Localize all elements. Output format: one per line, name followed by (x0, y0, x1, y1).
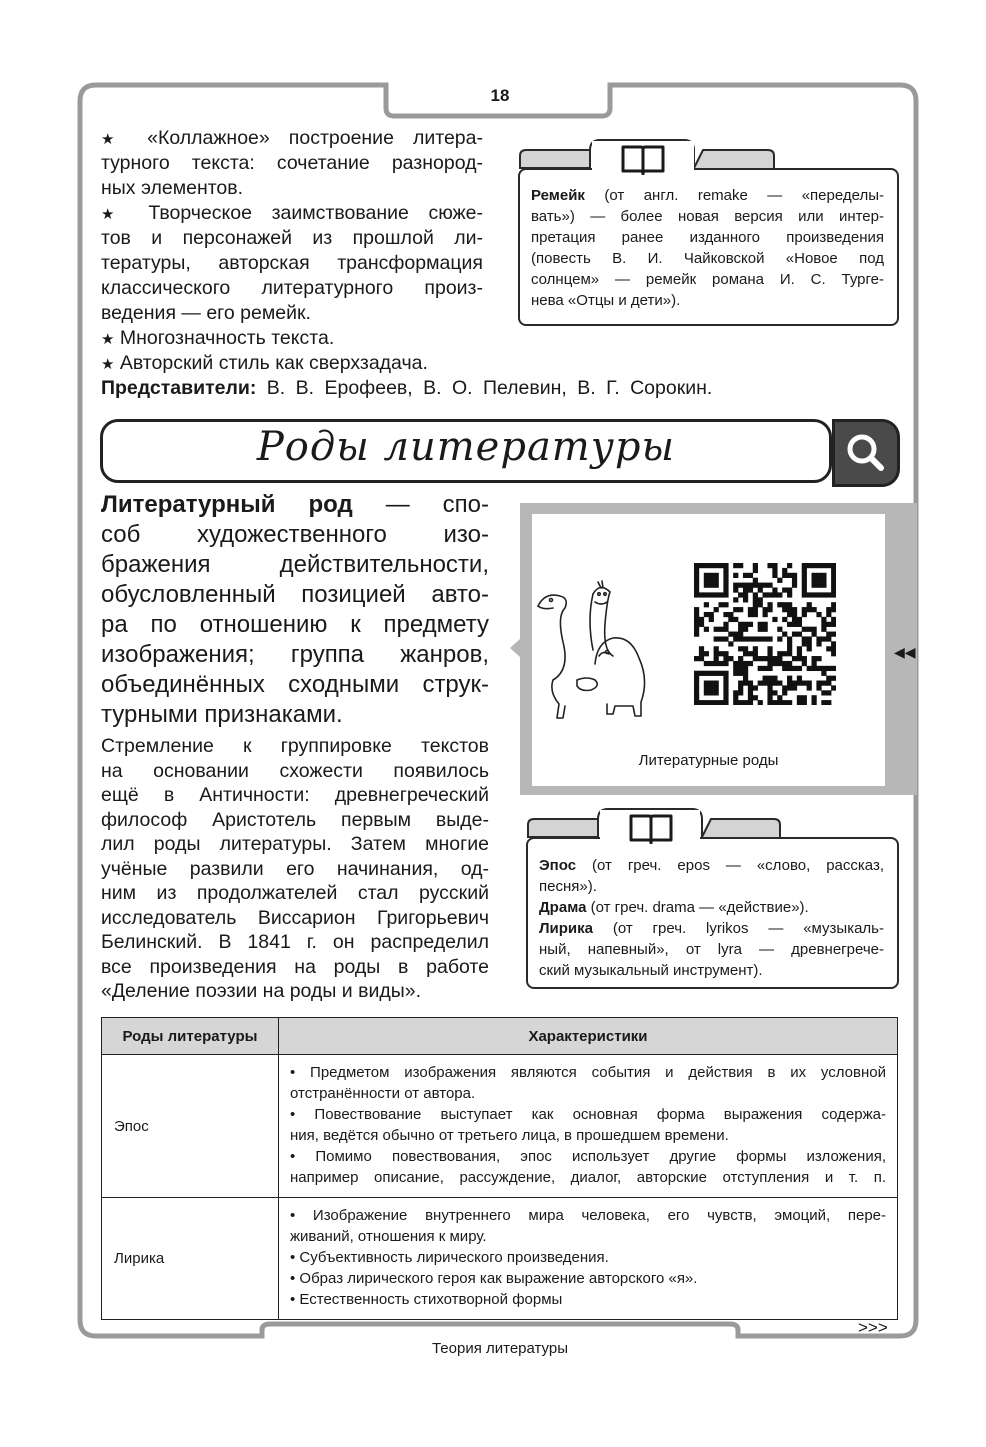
literary-genre-definition: Литературный род — спо- соб художественного изо- бражения действительности, обусловленный позицией авто- ра по отношению к предмету изображения; группа жанров, объединённых сходными струк- турными признаками. (101, 491, 489, 728)
bullet-list (101, 126, 483, 376)
bullet-item: ★ Творческое заимствование сюже- тов и персонажей из прошлой ли- тературы, авторская трансформация классического литературного произ- ведения — его ремейк. (101, 202, 484, 324)
qr-caption: Литературные роды (638, 752, 779, 769)
bullet-item: ★ «Коллажное» построение литера- турного текста: сочетание разнород- ных элементов. (101, 127, 483, 199)
qr-panel-pointer (508, 628, 534, 668)
table-row (102, 1198, 898, 1320)
remake-definition-text: Ремейк (от англ. remake — «переделы- вать») — более новая версия или интер- претация ранее изданного произведения (повесть В. И. Чайковской «Новое под солнцем» — ремейк романа И. С. Турге- нева «Отцы и дети»). (531, 187, 884, 309)
book-icon (628, 812, 674, 844)
book-icon (620, 143, 666, 175)
table-row (102, 1055, 898, 1198)
star-icon: ★ (101, 206, 129, 223)
representatives-label: Представители: (101, 377, 257, 399)
page-number: 18 (490, 86, 510, 105)
table-cell-characteristics: • Изображение внутреннего мира человека, его чувств, эмоций, пере- живаний, отношения к миру. • Субъективность лирического произведения. • Образ лирического героя как выражение авторского «я». • Естественность стихотворной формы (279, 1198, 898, 1320)
table-cell-characteristics: • Предметом изображения являются события и действия в их условной отстранённости от автора. • Повествование выступает как основная форма выражения содержа- ния, ведётся обычно от третьего лица, в прошедшем времени. • Помимо повествования, эпос использует другие формы изложения, например описание, рассуждение, диалог, авторские отступления и т. п. (279, 1055, 898, 1198)
qr-code-image (694, 563, 836, 705)
table-cell-kind: Лирика (102, 1198, 279, 1320)
footer-title: Теория литературы (431, 1340, 569, 1357)
side-marker: ◀◀ (894, 644, 916, 660)
representatives-text: В. В. Ерофеев, В. О. Пелевин, В. Г. Сорокин. (266, 377, 713, 399)
qr-code[interactable] (694, 563, 836, 710)
star-icon: ★ (101, 356, 115, 373)
table-header-row (102, 1018, 898, 1055)
dinosaurs-illustration (535, 580, 650, 722)
star-icon: ★ (101, 331, 115, 348)
search-button[interactable] (832, 419, 900, 487)
star-icon: ★ (101, 131, 129, 148)
search-icon (835, 422, 897, 484)
history-paragraph: Стремление к группировке текстов на основании схожести появилось ещё в Античности: древнегреческий философ Аристотель первым выде- лил роды литературы. Затем многие учёные развили его начинания, од- ним из продолжателей стал русский исследователь Виссарион Григорьевич Белинский. В 1841 г. он распределил все произведения на роды в работе «Деление поэзии на роды и виды». (101, 735, 489, 1002)
genres-table (101, 1017, 898, 1320)
table-cell-kind: Эпос (102, 1055, 279, 1198)
section-title: Роды литературы (256, 424, 676, 470)
genres-definition-text: Эпос (от греч. epos — «слово, рассказ, песня»). Драма (от греч. drama — «действие»). Лирика (от греч. lyrikos — «музыкаль- ный, напевный», от lyra — древнегрече- ский музыкальный инструмент). (539, 857, 884, 979)
next-page-marker[interactable]: >>> (858, 1318, 888, 1337)
bullet-item: ★ Авторский стиль как сверхзадача. (101, 352, 428, 374)
representatives (101, 377, 712, 400)
table-header-cell: Характеристики (279, 1018, 898, 1055)
definition-term: Литературный род (101, 491, 353, 518)
bullet-item: ★ Многозначность текста. (101, 327, 335, 349)
remake-term: Ремейк (531, 187, 585, 204)
table-header-cell: Роды литературы (102, 1018, 279, 1055)
